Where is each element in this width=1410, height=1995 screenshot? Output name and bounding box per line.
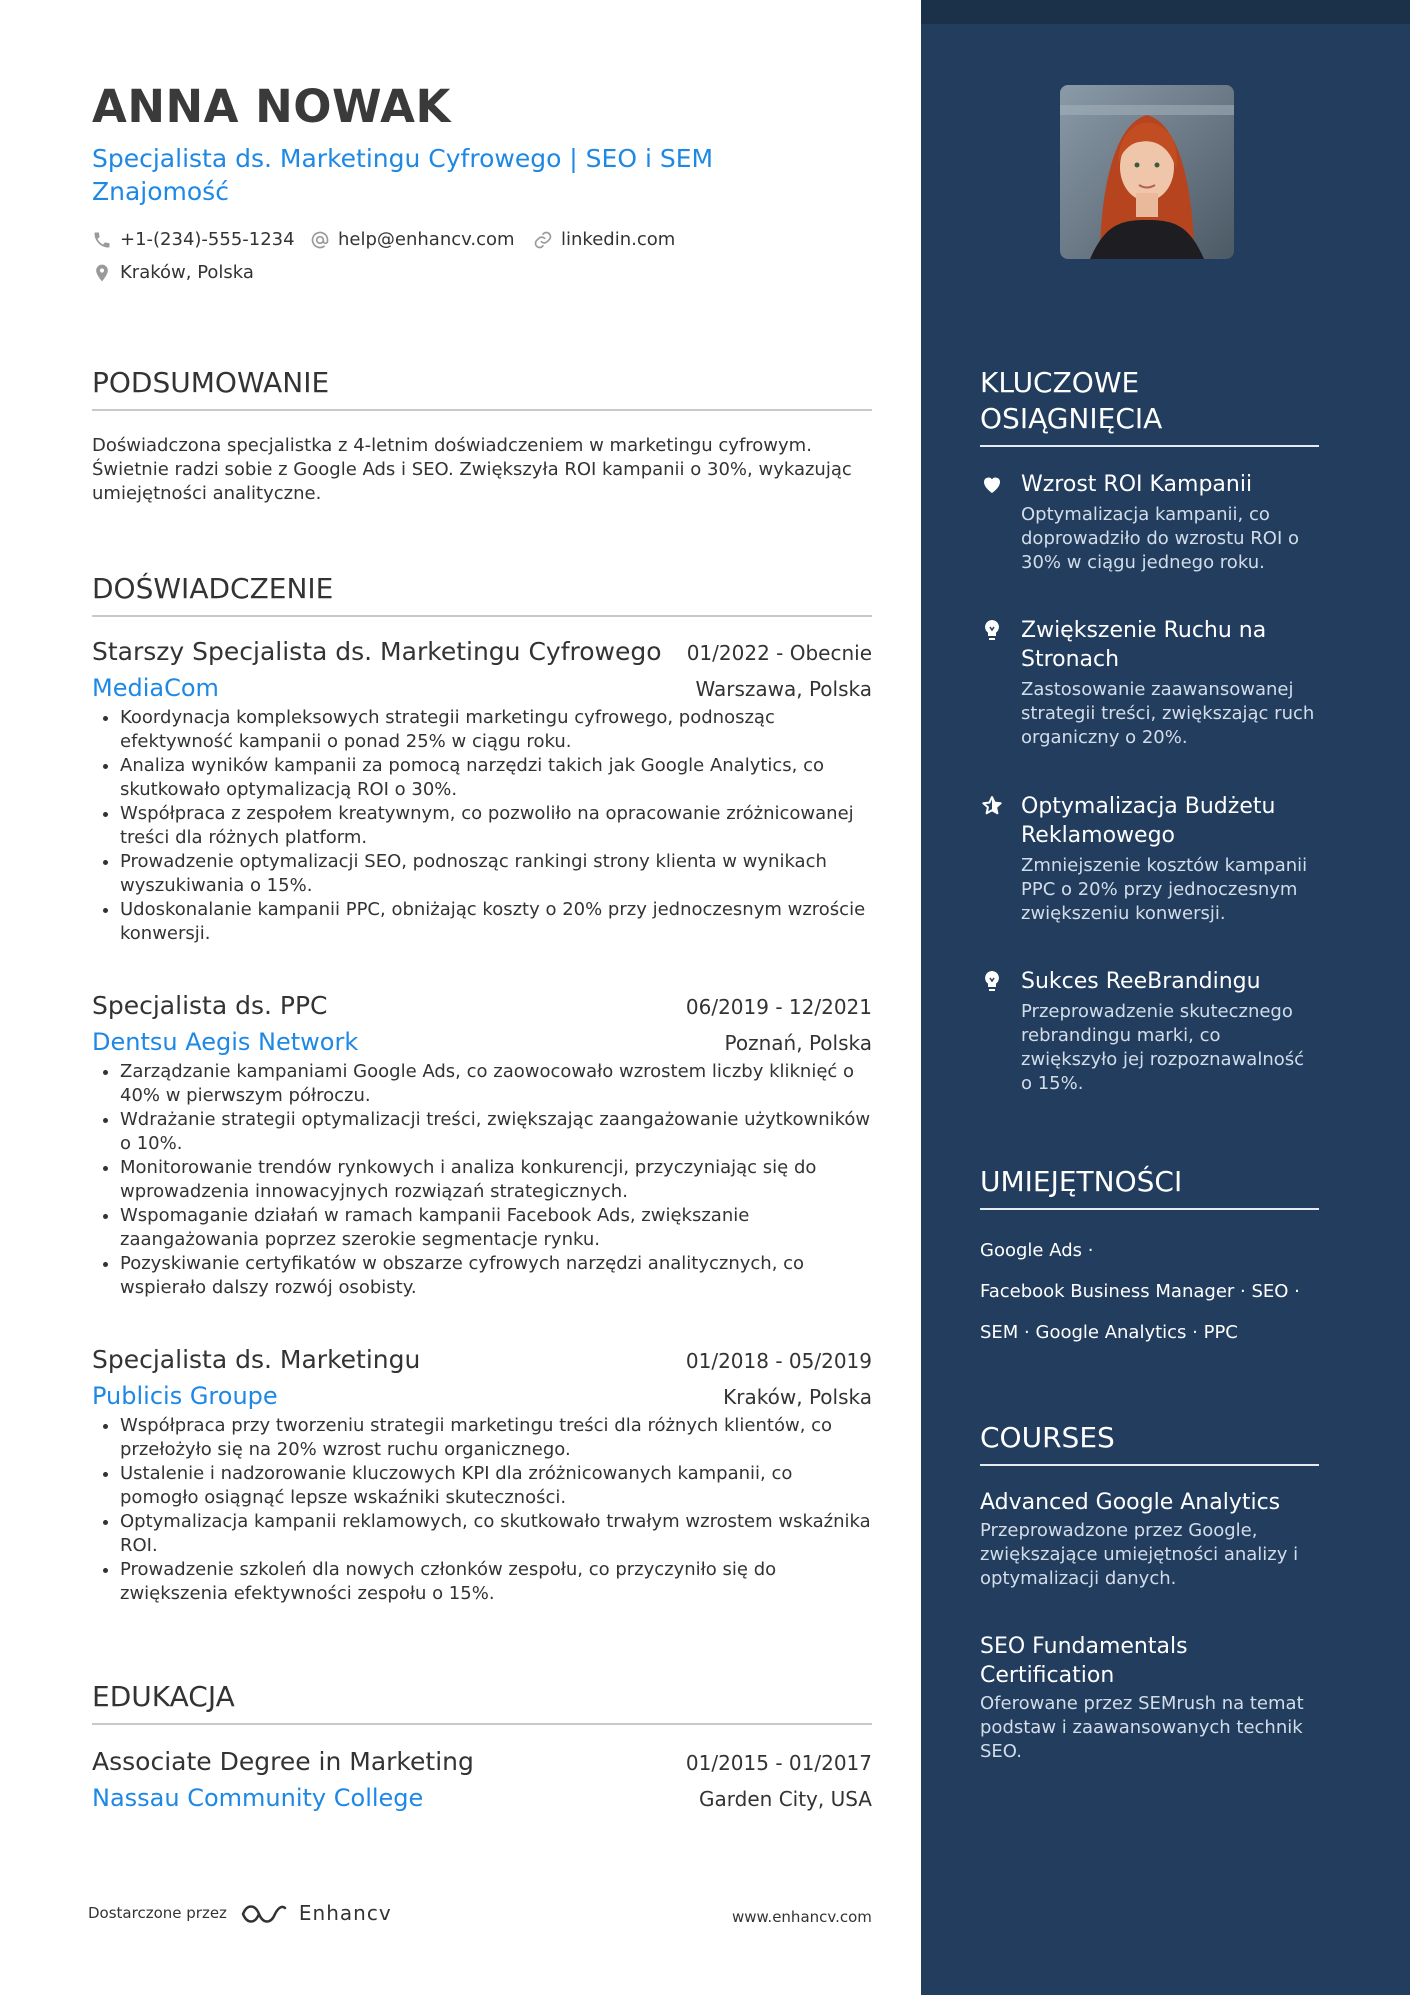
job-location: Poznań, Polska [724,1031,872,1055]
skills-line: Google Ads · [980,1240,1094,1261]
experience-heading: DOŚWIADCZENIE [92,572,872,617]
job-bullets [92,1414,872,1606]
brand-name: Enhancv [298,1901,392,1925]
job-bullet: • Koordynacja kompleksowych strategii marketingu cyfrowego, podnosząc efektywność kampanii o ponad 25% w ciągu roku. [120,706,872,754]
education-date: 01/2015 - 01/2017 [685,1751,872,1775]
job-title: Specjalista ds. PPC [92,991,328,1020]
job-bullet: • Udoskonalanie kampanii PPC, obniżając koszty o 20% przy jednoczesnym wzroście konwersji. [120,898,872,946]
skills-line: SEM · Google Analytics · PPC [980,1322,1238,1343]
job-bullet: • Monitorowanie trendów rynkowych i analiza konkurencji, przyczyniając się do wprowadzenia innowacyjnych rozwiązań strategicznych. [120,1156,872,1204]
job-entry [92,637,872,946]
email-text: help@enhancv.com [338,229,515,250]
job-entry [92,1345,872,1606]
footer-branding [88,1900,392,1926]
job-bullet: • Zarządzanie kampaniami Google Ads, co zaowocowało wzrostem liczby kliknięć o 40% w pierwszym półroczu. [120,1060,872,1108]
at-icon [310,230,330,250]
star-icon [980,794,1004,818]
achievement-item [980,616,1320,750]
powered-by-text: Dostarczone przez [88,1904,227,1922]
summary-heading: PODSUMOWANIE [92,366,872,411]
job-company: Publicis Groupe [92,1382,278,1410]
job-title: Specjalista ds. Marketingu [92,1345,421,1374]
achievement-item [980,470,1320,575]
lightbulb-icon [980,969,1004,993]
course-item [980,1632,1320,1764]
school-name: Nassau Community College [92,1784,424,1812]
linkedin-text: linkedin.com [561,229,676,250]
job-date: 01/2018 - 05/2019 [685,1349,872,1373]
job-date: 06/2019 - 12/2021 [685,995,872,1019]
education-heading: EDUKACJA [92,1680,872,1725]
job-bullet: • Współpraca z zespołem kreatywnym, co pozwoliło na opracowanie zróżnicowanej treści dla różnych platform. [120,802,872,850]
sidebar-top-strip [921,0,1410,24]
achievement-item [980,967,1320,1096]
achievement-title: Wzrost ROI Kampanii [1021,472,1253,497]
contact-location [92,262,254,283]
course-title: Advanced Google Analytics [980,1490,1281,1515]
job-bullet: • Współpraca przy tworzeniu strategii marketingu treści dla różnych klientów, co przełożyło się na 20% wzrost ruchu organicznego. [120,1414,872,1462]
course-item [980,1488,1320,1591]
candidate-headline: Specjalista ds. Marketingu Cyfrowego | SEO i SEM Znajomość [92,144,714,206]
job-bullet: • Prowadzenie szkoleń dla nowych członków zespołu, co przyczyniło się do zwiększenia efektywności zespołu o 15%. [120,1558,872,1606]
education-location: Garden City, USA [699,1787,872,1811]
job-bullet: • Ustalenie i nadzorowanie kluczowych KPI dla zróżnicowanych kampanii, co pomogło osiągnąć lepsze wskaźniki skuteczności. [120,1462,872,1510]
contact-phone [92,229,295,250]
achievement-desc: Zastosowanie zaawansowanej strategii treści, zwiększając ruch organiczny o 20%. [1021,679,1315,748]
degree-title: Associate Degree in Marketing [92,1747,474,1776]
link-icon [533,230,553,250]
candidate-name: ANNA NOWAK [92,80,451,133]
location-text: Kraków, Polska [120,262,254,283]
job-company: Dentsu Aegis Network [92,1028,359,1056]
job-bullet: • Optymalizacja kampanii reklamowych, co skutkowało trwałym wzrostem wskaźnika ROI. [120,1510,872,1558]
job-bullets [92,1060,872,1300]
job-bullet: • Prowadzenie optymalizacji SEO, podnosząc rankingi strony klienta w wynikach wyszukiwania o 15%. [120,850,872,898]
job-bullet: • Analiza wyników kampanii za pomocą narzędzi takich jak Google Analytics, co skutkowało optymalizacją ROI o 30%. [120,754,872,802]
course-desc: Oferowane przez SEMrush na temat podstaw i zaawansowanych technik SEO. [980,1693,1304,1762]
achievement-title: Zwiększenie Ruchu na Stronach [1021,618,1267,672]
skills-list [980,1230,1320,1353]
achievement-desc: Przeprowadzenie skutecznego rebrandingu marki, co zwiększyło jej rozpoznawalność o 15%. [1021,1001,1305,1094]
location-pin-icon [92,263,112,283]
job-bullets [92,706,872,946]
achievement-desc: Zmniejszenie kosztów kampanii PPC o 20% przy jednoczesnym zwiększeniu konwersji. [1021,855,1308,924]
skills-heading: UMIEJĘTNOŚCI [980,1164,1319,1210]
job-date: 01/2022 - Obecnie [686,641,872,665]
education-entry [92,1747,872,1812]
summary-text: Doświadczona specjalistka z 4-letnim doświadczeniem w marketingu cyfrowym. Świetnie radzi sobie z Google Ads i SEO. Zwiększyła ROI kampanii o 30%, wykazując umiejętności analityczne. [92,435,852,504]
phone-text: +1-(234)-555-1234 [120,229,295,250]
course-title: SEO Fundamentals Certification [980,1634,1188,1688]
contact-linkedin[interactable] [533,229,675,250]
job-location: Kraków, Polska [723,1385,872,1409]
achievement-title: Optymalizacja Budżetu Reklamowego [1021,794,1276,848]
phone-icon [92,230,112,250]
job-entry [92,991,872,1300]
job-bullet: • Wdrażanie strategii optymalizacji treści, zwiększając zaangażowanie użytkowników o 10%. [120,1108,872,1156]
sidebar-column [921,0,1410,1995]
achievements-heading: KLUCZOWE OSIĄGNIĘCIA [980,365,1319,447]
footer-url[interactable]: www.enhancv.com [732,1908,872,1926]
lightbulb-icon [980,618,1004,642]
enhancv-logo-icon [239,1900,287,1926]
contact-email[interactable] [310,229,515,250]
profile-photo [1060,85,1234,259]
job-bullet: • Pozyskiwanie certyfikatów w obszarze cyfrowych narzędzi analitycznych, co wspierało dalszy rozwój osobisty. [120,1252,872,1300]
course-desc: Przeprowadzone przez Google, zwiększające umiejętności analizy i optymalizacji danych. [980,1520,1299,1589]
job-bullet: • Wspomaganie działań w ramach kampanii Facebook Ads, zwiększanie zaangażowania poprzez szerokie segmentacje rynku. [120,1204,872,1252]
achievement-item [980,792,1320,926]
job-location: Warszawa, Polska [695,677,872,701]
courses-heading: COURSES [980,1420,1319,1466]
achievement-desc: Optymalizacja kampanii, co doprowadziło do wzrostu ROI o 30% w ciągu jednego roku. [1021,504,1299,573]
job-title: Starszy Specjalista ds. Marketingu Cyfrowego [92,637,662,666]
achievement-title: Sukces ReeBrandingu [1021,969,1261,994]
heart-icon [980,472,1004,496]
job-company: MediaCom [92,674,219,702]
skills-line: Facebook Business Manager · SEO · [980,1281,1300,1302]
